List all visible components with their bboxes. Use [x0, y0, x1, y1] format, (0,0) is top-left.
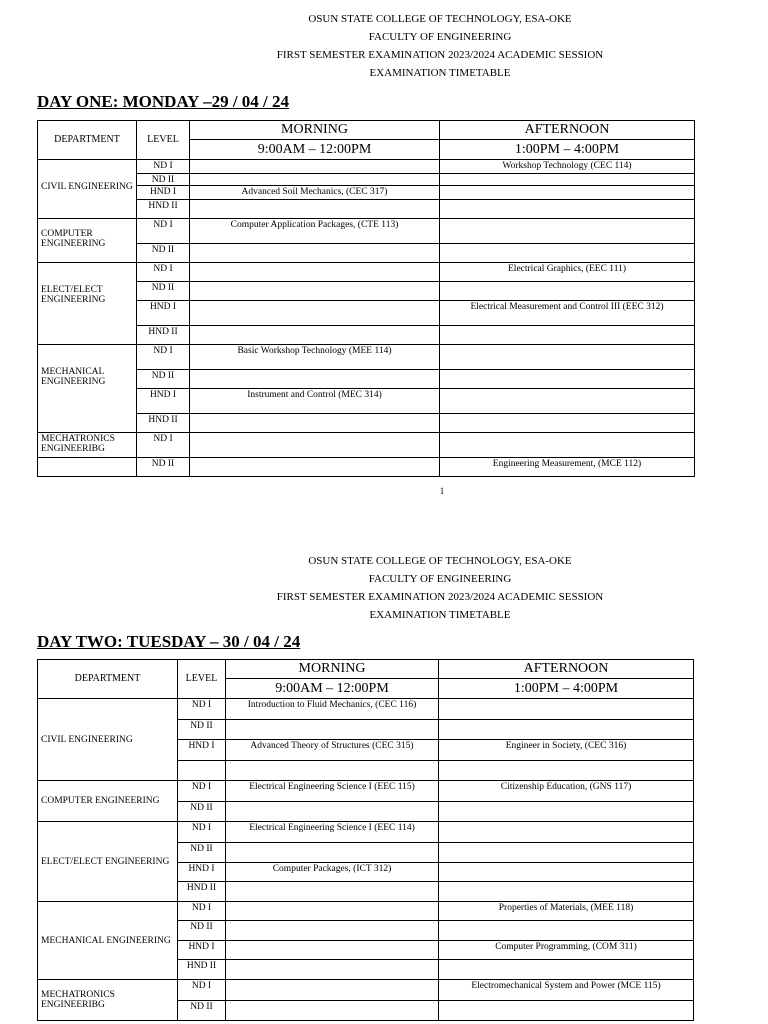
timetable-row	[38, 433, 695, 458]
afternoon-course-cell	[439, 1001, 694, 1021]
afternoon-course-cell	[440, 244, 695, 263]
afternoon-course-cell: Engineer in Society, (CEC 316)	[439, 740, 694, 761]
afternoon-course-cell	[440, 326, 695, 345]
afternoon-course-cell	[440, 200, 695, 219]
level-cell: HND I	[137, 186, 190, 200]
department-cell: MECHATRONICS ENGINEERIBG	[38, 980, 178, 1021]
timetable-row	[38, 326, 695, 345]
afternoon-course-cell: Engineering Measurement, (MCE 112)	[440, 458, 695, 477]
afternoon-course-cell: Workshop Technology (CEC 114)	[440, 160, 695, 174]
level-cell: ND II	[178, 802, 226, 822]
level-cell: ND II	[178, 720, 226, 740]
level-cell: ND II	[137, 244, 190, 263]
department-cell: ELECT/ELECT ENGINEERING	[38, 263, 137, 345]
level-cell: HND II	[137, 200, 190, 219]
level-cell: ND I	[178, 781, 226, 802]
department-cell: MECHANICAL ENGINEERING	[38, 345, 137, 433]
level-cell: HND I	[137, 389, 190, 414]
level-cell: ND I	[178, 980, 226, 1001]
afternoon-time: 1:00PM – 4:00PM	[439, 679, 694, 699]
morning-course-cell	[226, 941, 439, 960]
afternoon-course-cell	[440, 433, 695, 458]
afternoon-header: AFTERNOON	[439, 660, 694, 679]
timetable-row	[38, 186, 695, 200]
level-cell: ND I	[178, 902, 226, 921]
level-cell	[178, 761, 226, 781]
level-cell: HND I	[178, 740, 226, 761]
department-cell: CIVIL ENGINEERING	[38, 160, 137, 219]
department-cell: ELECT/ELECT ENGINEERING	[38, 822, 178, 902]
afternoon-course-cell	[440, 370, 695, 389]
morning-course-cell	[190, 414, 440, 433]
level-cell: ND I	[178, 822, 226, 843]
afternoon-course-cell	[440, 389, 695, 414]
level-cell: HND II	[178, 960, 226, 980]
timetable-row	[38, 200, 695, 219]
department-cell: COMPUTER ENGINEERING	[38, 219, 137, 263]
morning-course-cell	[190, 326, 440, 345]
afternoon-course-cell: Electromechanical System and Power (MCE 115)	[439, 980, 694, 1001]
afternoon-course-cell	[439, 882, 694, 902]
department-cell: CIVIL ENGINEERING	[38, 699, 178, 781]
faculty-name: FACULTY OF ENGINEERING	[368, 573, 512, 585]
afternoon-course-cell	[439, 843, 694, 863]
timetable-title: EXAMINATION TIMETABLE	[369, 67, 511, 79]
level-cell: ND II	[137, 282, 190, 301]
afternoon-course-cell: Computer Programming, (COM 311)	[439, 941, 694, 960]
page-number: 1	[439, 486, 445, 496]
morning-course-cell	[226, 843, 439, 863]
afternoon-course-cell	[440, 186, 695, 200]
department-cell: COMPUTER ENGINEERING	[38, 781, 178, 822]
timetable-row	[38, 219, 695, 244]
day-title: DAY ONE: MONDAY –29 / 04 / 24	[37, 92, 290, 111]
afternoon-course-cell	[439, 699, 694, 720]
page2-header	[56, 552, 768, 624]
level-cell: ND II	[137, 370, 190, 389]
afternoon-course-cell	[440, 345, 695, 370]
level-cell: ND I	[137, 433, 190, 458]
afternoon-header: AFTERNOON	[440, 121, 695, 140]
afternoon-course-cell	[439, 761, 694, 781]
afternoon-course-cell: Properties of Materials, (MEE 118)	[439, 902, 694, 921]
afternoon-course-cell	[439, 921, 694, 941]
morning-course-cell: Advanced Soil Mechanics, (CEC 317)	[190, 186, 440, 200]
morning-course-cell	[226, 761, 439, 781]
afternoon-course-cell: Citizenship Education, (GNS 117)	[439, 781, 694, 802]
morning-course-cell	[190, 458, 440, 477]
level-cell: HND I	[178, 863, 226, 882]
morning-course-cell: Advanced Theory of Structures (CEC 315)	[226, 740, 439, 761]
morning-course-cell: Electrical Engineering Science I (EEC 115)	[226, 781, 439, 802]
department-cell: MECHATRONICS ENGINEERIBG	[38, 433, 137, 458]
morning-course-cell	[226, 720, 439, 740]
timetable-row	[38, 174, 695, 186]
morning-course-cell: Computer Packages, (ICT 312)	[226, 863, 439, 882]
morning-course-cell	[190, 433, 440, 458]
level-cell: ND II	[178, 843, 226, 863]
college-name: OSUN STATE COLLEGE OF TECHNOLOGY, ESA-OKE	[308, 13, 572, 25]
day-title: DAY TWO: TUESDAY – 30 / 04 / 24	[37, 632, 301, 651]
level-header: LEVEL	[137, 121, 190, 160]
level-cell: ND II	[178, 921, 226, 941]
afternoon-course-cell	[439, 822, 694, 843]
afternoon-time: 1:00PM – 4:00PM	[440, 140, 695, 160]
morning-course-cell	[226, 1001, 439, 1021]
afternoon-course-cell	[440, 174, 695, 186]
timetable-row	[38, 244, 695, 263]
morning-course-cell	[226, 921, 439, 941]
morning-course-cell: Instrument and Control (MEC 314)	[190, 389, 440, 414]
morning-course-cell: Basic Workshop Technology (MEE 114)	[190, 345, 440, 370]
timetable-row	[38, 822, 694, 843]
timetable-row	[38, 458, 695, 477]
exam-session: FIRST SEMESTER EXAMINATION 2023/2024 ACADEMIC SESSION	[276, 49, 604, 61]
morning-course-cell	[226, 902, 439, 921]
morning-course-cell	[226, 980, 439, 1001]
timetable-row	[38, 345, 695, 370]
timetable-row	[38, 781, 694, 802]
afternoon-course-cell	[439, 863, 694, 882]
morning-course-cell	[226, 882, 439, 902]
level-cell: ND I	[137, 345, 190, 370]
timetable-row	[38, 282, 695, 301]
exam-session: FIRST SEMESTER EXAMINATION 2023/2024 ACADEMIC SESSION	[276, 591, 604, 603]
morning-course-cell	[190, 160, 440, 174]
afternoon-course-cell	[439, 960, 694, 980]
timetable-day-two	[37, 659, 694, 1021]
afternoon-course-cell	[440, 282, 695, 301]
page1-header	[56, 10, 768, 82]
morning-time: 9:00AM – 12:00PM	[226, 679, 439, 699]
timetable-row	[38, 263, 695, 282]
timetable-day-one	[37, 120, 695, 477]
timetable-row	[38, 414, 695, 433]
faculty-name: FACULTY OF ENGINEERING	[368, 31, 512, 43]
timetable-row	[38, 389, 695, 414]
afternoon-course-cell: Electrical Measurement and Control III (EEC 312)	[440, 301, 695, 326]
level-cell: ND I	[137, 160, 190, 174]
morning-header: MORNING	[190, 121, 440, 140]
afternoon-course-cell	[439, 720, 694, 740]
afternoon-course-cell	[439, 802, 694, 822]
morning-course-cell: Introduction to Fluid Mechanics, (CEC 116)	[226, 699, 439, 720]
level-cell: ND II	[137, 458, 190, 477]
timetable-row	[38, 160, 695, 174]
level-cell: HND I	[137, 301, 190, 326]
timetable-row	[38, 699, 694, 720]
level-cell: ND I	[137, 263, 190, 282]
morning-course-cell	[226, 960, 439, 980]
level-cell: ND I	[137, 219, 190, 244]
morning-course-cell: Electrical Engineering Science I (EEC 114)	[226, 822, 439, 843]
morning-time: 9:00AM – 12:00PM	[190, 140, 440, 160]
timetable-row	[38, 370, 695, 389]
morning-course-cell: Computer Application Packages, (CTE 113)	[190, 219, 440, 244]
morning-course-cell	[190, 370, 440, 389]
afternoon-course-cell: Electrical Graphics, (EEC 111)	[440, 263, 695, 282]
level-cell: ND II	[137, 174, 190, 186]
morning-course-cell	[190, 282, 440, 301]
level-cell: HND II	[137, 414, 190, 433]
afternoon-course-cell	[440, 414, 695, 433]
morning-course-cell	[190, 200, 440, 219]
morning-course-cell	[190, 174, 440, 186]
department-header: DEPARTMENT	[38, 660, 178, 699]
level-cell: ND I	[178, 699, 226, 720]
level-cell: ND II	[178, 1001, 226, 1021]
timetable-row	[38, 902, 694, 921]
level-header: LEVEL	[178, 660, 226, 699]
department-header: DEPARTMENT	[38, 121, 137, 160]
college-name: OSUN STATE COLLEGE OF TECHNOLOGY, ESA-OKE	[308, 555, 572, 567]
level-cell: HND II	[178, 882, 226, 902]
level-cell: HND I	[178, 941, 226, 960]
department-cell-empty	[38, 458, 137, 477]
level-cell: HND II	[137, 326, 190, 345]
morning-header: MORNING	[226, 660, 439, 679]
morning-course-cell	[190, 244, 440, 263]
morning-course-cell	[190, 301, 440, 326]
afternoon-course-cell	[440, 219, 695, 244]
department-cell: MECHANICAL ENGINEERING	[38, 902, 178, 980]
morning-course-cell	[226, 802, 439, 822]
morning-course-cell	[190, 263, 440, 282]
timetable-row	[38, 980, 694, 1001]
timetable-row	[38, 301, 695, 326]
timetable-title: EXAMINATION TIMETABLE	[369, 609, 511, 621]
